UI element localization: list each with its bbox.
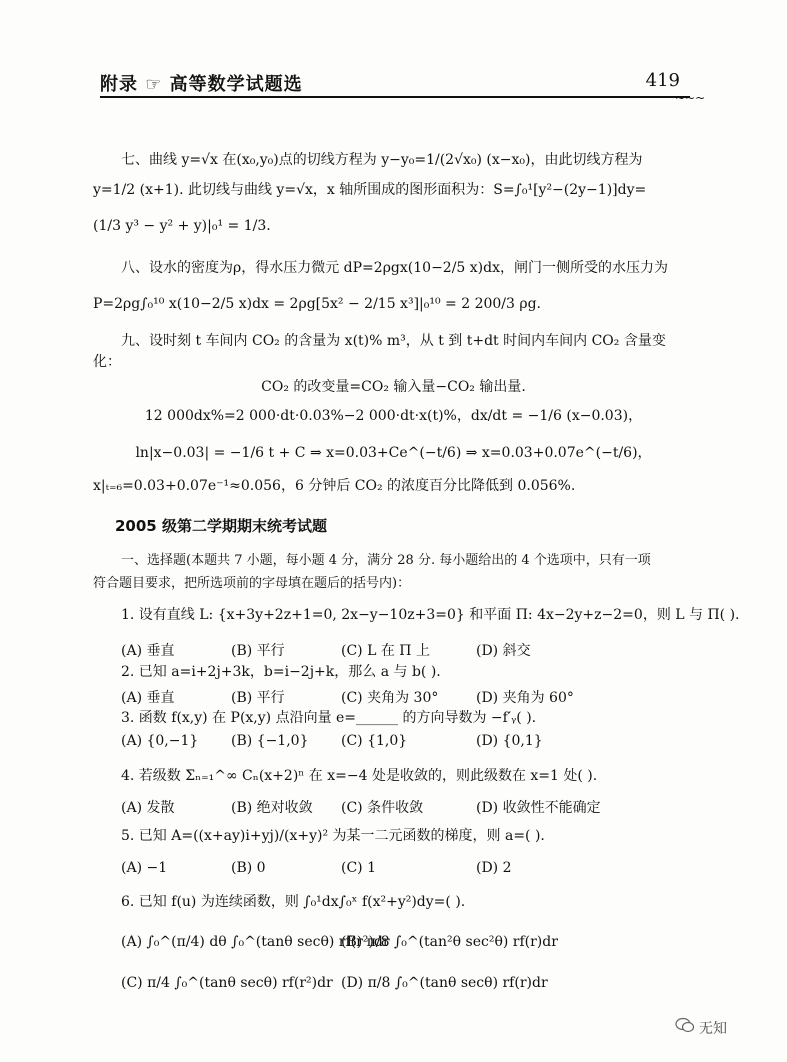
q9-equation-3: ln|x−0.03| = −1/6 t + C ⇒ x=0.03+Ce^(−t/6) ⇒ x=0.03+0.07e^(−t/6)，: [135, 445, 652, 461]
header-title: 附录 ☞ 高等数学试题选: [100, 74, 303, 95]
option-c: (C) 1: [341, 860, 376, 876]
option-d: (D) 2: [476, 860, 512, 876]
question-4-stem: 4. 若级数 Σₙ₌₁^∞ Cₙ(x+2)ⁿ 在 x=−4 处是收敛的，则此级数在 x=1 处( ).: [121, 768, 598, 784]
q9-conclusion: x|ₜ₌₆=0.03+0.07e⁻¹≈0.056，6 分钟后 CO₂ 的浓度百分比降低到 0.056%.: [93, 478, 576, 494]
option-d: (D) {0,1}: [476, 733, 543, 749]
q9-equation-1: CO₂ 的改变量=CO₂ 输入量−CO₂ 输出量.: [261, 379, 526, 395]
q9-line-1: 九、设时刻 t 车间内 CO₂ 的含量为 x(t)% m³，从 t 到 t+dt 时间内车间内 CO₂ 含量变: [121, 333, 666, 349]
q7-line-1: 七、曲线 y=√x 在(x₀,y₀)点的切线方程为 y−y₀=1/(2√x₀) (x−x₀)，由此切线方程为: [121, 152, 643, 168]
q8-line-2: P=2ρg∫₀¹⁰ x(10−2/5 x)dx = 2ρg[5x² − 2/15 x³]|₀¹⁰ = 2 200/3 ρg.: [93, 296, 542, 312]
watermark-text: 无知: [699, 1021, 727, 1037]
question-5-stem: 5. 已知 A=((x+ay)i+yj)/(x+y)² 为某一二元函数的梯度，则 a=( ).: [121, 828, 545, 844]
option-d: (D) 收敛性不能确定: [476, 800, 601, 816]
option-b: (B) 0: [231, 860, 266, 876]
option-c: (C) 条件收敛: [341, 800, 424, 816]
question-1-stem: 1. 设有直线 L: {x+3y+2z+1=0, 2x−y−10z+3=0} 和平面 Π: 4x−2y+z−2=0，则 L 与 Π( ).: [121, 607, 740, 623]
option-d: (D) 夹角为 60°: [476, 690, 574, 706]
option-b: (B) 绝对收敛: [231, 800, 313, 816]
q9-equation-2: 12 000dx%=2 000·dt·0.03%−2 000·dt·x(t)%，dx/dt = −1/6 (x−0.03)，: [144, 408, 643, 424]
option-b: (B) 平行: [231, 643, 285, 659]
option-a: (A) 发散: [121, 800, 175, 816]
option-a: (A) −1: [121, 860, 168, 876]
section-intro-2: 符合题目要求，把所选项前的字母填在题后的括号内)：: [93, 576, 411, 591]
question-6-stem: 6. 已知 f(u) 为连续函数，则 ∫₀¹dx∫₀ˣ f(x²+y²)dy=( ).: [121, 894, 466, 910]
page-number: 419: [645, 70, 680, 91]
header-rule: [100, 96, 690, 98]
option-c: (C) 夹角为 30°: [341, 690, 439, 706]
q7-line-3: (1/3 y³ − y² + y)|₀¹ = 1/3.: [93, 218, 271, 234]
option-d: (D) 斜交: [476, 643, 531, 659]
header-decoration: ~~~: [675, 91, 706, 105]
q7-line-2: y=1/2 (x+1). 此切线与曲线 y=√x，x 轴所围成的图形面积为：S=∫₀¹[y²−(2y−1)]dy=: [93, 182, 647, 198]
option-a: (A) 垂直: [121, 690, 175, 706]
option-b: (B) 平行: [231, 690, 285, 706]
option-a: (A) ∫₀^(π/4) dθ ∫₀^(tanθ secθ) rf(r²)dr: [121, 934, 390, 950]
question-3-stem: 3. 函数 f(x,y) 在 P(x,y) 点沿向量 e=______ 的方向导数为 −f′ᵧ( ).: [121, 710, 537, 726]
q8-line-1: 八、设水的密度为ρ，得水压力微元 dP=2ρgx(10−2/5 x)dx，闸门一侧所受的水压力为: [121, 260, 668, 276]
section-intro-1: 一、选择题(本题共 7 小题，每小题 4 分，满分 28 分. 每小题给出的 4 个选项中，只有一项: [121, 553, 651, 568]
option-d: (D) π/8 ∫₀^(tanθ secθ) rf(r)dr: [341, 975, 548, 991]
wechat-icon: [675, 1017, 695, 1033]
exam-title: 2005 级第二学期期末统考试题: [115, 517, 327, 535]
q9-line-2: 化：: [93, 354, 121, 370]
option-a: (A) 垂直: [121, 643, 175, 659]
option-b: (B) {−1,0}: [231, 733, 309, 749]
question-2-stem: 2. 已知 a=i+2j+3k，b=i−2j+k，那么 a 与 b( ).: [121, 664, 441, 680]
option-a: (A) {0,−1}: [121, 733, 199, 749]
option-c: (C) {1,0}: [341, 733, 408, 749]
page-header: [100, 66, 706, 105]
option-c: (C) π/4 ∫₀^(tanθ secθ) rf(r²)dr: [121, 975, 333, 991]
option-b: (B) π/8 ∫₀^(tan²θ sec²θ) rf(r)dr: [341, 934, 558, 950]
option-c: (C) L 在 Π 上: [341, 643, 430, 659]
